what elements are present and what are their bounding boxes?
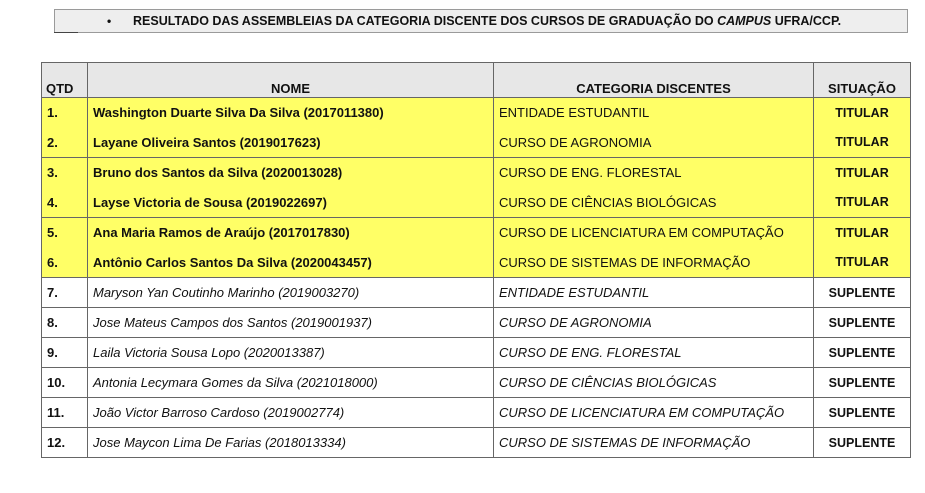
row-qtd: 12.	[42, 428, 88, 458]
row-categoria: CURSO DE AGRONOMIA	[494, 128, 814, 158]
row-categoria: CURSO DE CIÊNCIAS BIOLÓGICAS	[494, 368, 814, 398]
row-nome: Jose Mateus Campos dos Santos (2019001937)	[88, 308, 494, 338]
row-qtd: 2.	[42, 128, 88, 158]
bullet-icon: •	[107, 14, 112, 28]
row-situacao: SUPLENTE	[814, 278, 911, 308]
row-categoria: ENTIDADE ESTUDANTIL	[494, 98, 814, 128]
document-heading-banner	[54, 9, 908, 33]
table-row	[42, 278, 911, 308]
table-row	[42, 338, 911, 368]
row-qtd: 9.	[42, 338, 88, 368]
row-nome: Antonia Lecymara Gomes da Silva (2021018000)	[88, 368, 494, 398]
row-situacao: TITULAR	[814, 248, 911, 278]
header-situacao: SITUAÇÃO	[814, 63, 911, 98]
heading-text	[133, 10, 841, 32]
heading-text-start: RESULTADO DAS ASSEMBLEIAS DA CATEGORIA DISCENTE DOS CURSOS DE GRADUAÇÃO DO	[133, 14, 718, 28]
row-categoria: CURSO DE AGRONOMIA	[494, 308, 814, 338]
table-row	[42, 98, 911, 128]
table-row	[42, 248, 911, 278]
row-situacao: TITULAR	[814, 158, 911, 188]
row-qtd: 6.	[42, 248, 88, 278]
row-situacao: TITULAR	[814, 218, 911, 248]
row-nome: Layane Oliveira Santos (2019017623)	[88, 128, 494, 158]
results-table	[41, 62, 911, 458]
row-categoria: CURSO DE ENG. FLORESTAL	[494, 338, 814, 368]
row-qtd: 11.	[42, 398, 88, 428]
row-qtd: 5.	[42, 218, 88, 248]
row-qtd: 10.	[42, 368, 88, 398]
table-row	[42, 158, 911, 188]
header-categoria: CATEGORIA DISCENTES	[494, 63, 814, 98]
row-situacao: SUPLENTE	[814, 428, 911, 458]
row-nome: Jose Maycon Lima De Farias (2018013334)	[88, 428, 494, 458]
row-nome: Laila Victoria Sousa Lopo (2020013387)	[88, 338, 494, 368]
row-qtd: 1.	[42, 98, 88, 128]
header-nome: NOME	[88, 63, 494, 98]
row-nome: Layse Victoria de Sousa (2019022697)	[88, 188, 494, 218]
row-nome: Antônio Carlos Santos Da Silva (2020043457)	[88, 248, 494, 278]
row-qtd: 8.	[42, 308, 88, 338]
row-qtd: 4.	[42, 188, 88, 218]
row-categoria: CURSO DE LICENCIATURA EM COMPUTAÇÃO	[494, 218, 814, 248]
row-nome: Washington Duarte Silva Da Silva (2017011380)	[88, 98, 494, 128]
table-row	[42, 308, 911, 338]
table-row	[42, 428, 911, 458]
row-categoria: CURSO DE ENG. FLORESTAL	[494, 158, 814, 188]
row-categoria: CURSO DE SISTEMAS DE INFORMAÇÃO	[494, 428, 814, 458]
heading-underline	[54, 32, 78, 33]
table-row	[42, 398, 911, 428]
heading-text-italic: CAMPUS	[717, 14, 772, 28]
row-nome: Ana Maria Ramos de Araújo (2017017830)	[88, 218, 494, 248]
row-nome: Bruno dos Santos da Silva (2020013028)	[88, 158, 494, 188]
table-row	[42, 218, 911, 248]
row-qtd: 7.	[42, 278, 88, 308]
row-situacao: TITULAR	[814, 98, 911, 128]
row-situacao: SUPLENTE	[814, 398, 911, 428]
row-situacao: SUPLENTE	[814, 338, 911, 368]
row-nome: Maryson Yan Coutinho Marinho (2019003270)	[88, 278, 494, 308]
row-categoria: CURSO DE LICENCIATURA EM COMPUTAÇÃO	[494, 398, 814, 428]
table-header-row	[42, 63, 911, 98]
row-nome: João Victor Barroso Cardoso (2019002774)	[88, 398, 494, 428]
table-row	[42, 128, 911, 158]
header-qtd: QTD	[42, 63, 88, 98]
table-row	[42, 368, 911, 398]
heading-text-end: UFRA/CCP.	[771, 14, 842, 28]
row-situacao: TITULAR	[814, 188, 911, 218]
row-situacao: SUPLENTE	[814, 308, 911, 338]
row-categoria: CURSO DE SISTEMAS DE INFORMAÇÃO	[494, 248, 814, 278]
row-situacao: TITULAR	[814, 128, 911, 158]
table-row	[42, 188, 911, 218]
row-qtd: 3.	[42, 158, 88, 188]
row-categoria: ENTIDADE ESTUDANTIL	[494, 278, 814, 308]
row-categoria: CURSO DE CIÊNCIAS BIOLÓGICAS	[494, 188, 814, 218]
row-situacao: SUPLENTE	[814, 368, 911, 398]
